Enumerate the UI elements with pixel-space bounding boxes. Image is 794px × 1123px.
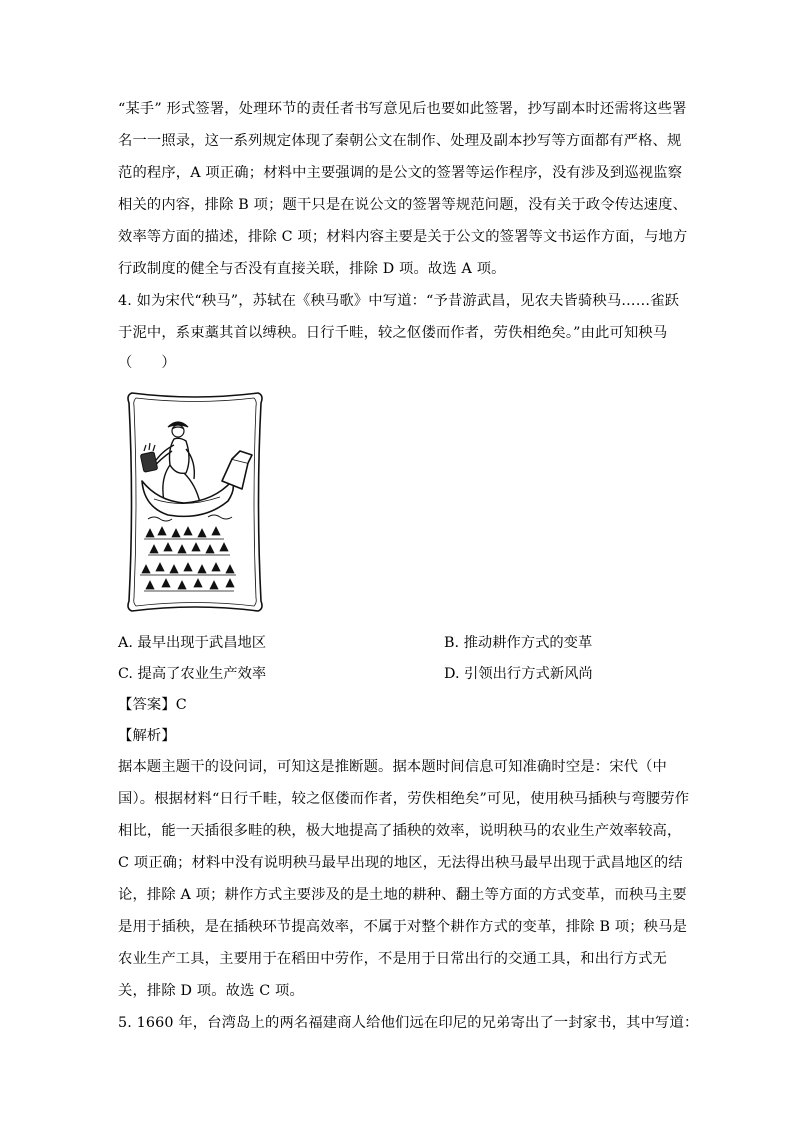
analysis-heading: 【解析】 — [118, 728, 176, 744]
option-c: C. 提高了农业生产效率 — [118, 666, 267, 682]
yangma-illustration — [124, 389, 266, 615]
option-d: D. 引领出行方式新风尚 — [444, 666, 593, 682]
analysis-line-8: 关，排除 D 项。故选 C 项。 — [118, 983, 304, 999]
analysis-line-5: 论，排除 A 项；耕作方式主要涉及的是土地的耕种、翻土等方面的方式变革，而秧马主要 — [118, 887, 687, 903]
option-b: B. 推动耕作方式的变革 — [444, 635, 593, 651]
analysis-line-2: 国）。根据材料“日行千畦，较之伛偻而作者，劳佚相绝矣”可见，使用秧马插秧与弯腰劳作 — [118, 791, 690, 807]
para1-line-6: 行政制度的健全与否没有直接关联，排除 D 项。故选 A 项。 — [118, 261, 506, 277]
para1-line-1: “某手” 形式签署，处理环节的责任者书写意见后也要如此签署，抄写副本时还需将这些署 — [118, 101, 687, 117]
analysis-line-6: 是用于插秧，是在插秧环节提高效率，不属于对整个耕作方式的变革，排除 B 项；秧马是 — [118, 919, 688, 935]
question-5-line-1: 5. 1660 年，台湾岛上的两名福建商人给他们远在印尼的兄弟寄出了一封家书，其中写道： — [118, 1015, 699, 1031]
para1-line-3: 范的程序，A 项正确；材料中主要强调的是公文的签署等运作程序，没有涉及到巡视监察 — [118, 165, 683, 181]
para1-line-2: 名一一照录，这一系列规定体现了秦朝公文在制作、处理及副本抄写等方面都有严格、规 — [118, 133, 682, 149]
analysis-line-1: 据本题主题干的设问词，可知这是推断题。据本题时间信息可知准确时空是：宋代（中 — [118, 759, 667, 775]
para1-line-5: 效率等方面的描述，排除 C 项；材料内容主要是关于公文的签署等文书运作方面，与地方 — [118, 229, 688, 245]
answer-line: 【答案】C — [118, 697, 187, 713]
question-4-line-1: 4. 如为宋代“秧马”，苏轼在《秧马歌》中写道：“予昔游武昌，见农夫皆骑秧马……雀跃 — [118, 293, 680, 309]
para1-line-4: 相关的内容，排除 B 项；题干只是在说公文的签署等规范问题，没有关于政令传达速度、 — [118, 197, 688, 213]
analysis-line-3: 相比，能一天插很多畦的秧，极大地提高了插秧的效率，说明秧马的农业生产效率较高， — [118, 823, 682, 839]
analysis-line-4: C 项正确；材料中没有说明秧马最早出现的地区，无法得出秧马最早出现于武昌地区的结 — [118, 855, 683, 871]
option-a: A. 最早出现于武昌地区 — [118, 635, 267, 651]
question-4-blank: （ ） — [118, 355, 176, 371]
analysis-line-7: 农业生产工具，主要用于在稻田中劳作，不是用于日常出行的交通工具，和出行方式无 — [118, 951, 667, 967]
question-4-line-2: 于泥中，系束藁其首以缚秧。日行千畦，较之伛偻而作者，劳佚相绝矣。”由此可知秧马 — [118, 325, 668, 341]
